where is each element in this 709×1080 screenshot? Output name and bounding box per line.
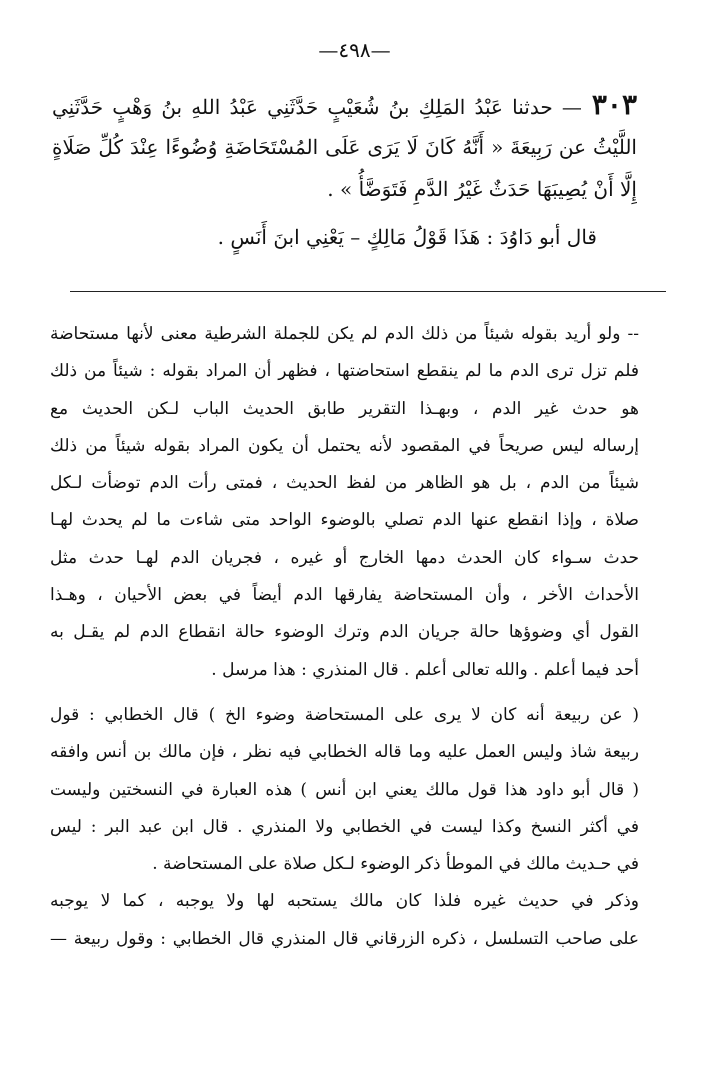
commentary-line: ربيعة شاذ وليس العمل عليه وما قاله الخطابي فيه نظر ، فإن مالك بن أنس وافقه (50, 742, 639, 763)
commentary-line: في أكثر النسخ وكذا ليست في الخطابي ولا المنذري . قال ابن عبد البر : ليس (50, 816, 639, 837)
commentary-line: في حـديث مالك في الموطأ ذكر الوضوء لـكل صلاة على المستحاضة . (152, 854, 639, 875)
commentary-line: وذكر في حديث غيره فلذا كان مالك يستحبه لها ولا يوجبه ، كما لا يوجبه (50, 891, 639, 912)
commentary-block (50, 316, 639, 958)
commentary-line: شيئاً من الدم ، بل هو الظاهر من لفظ الحديث ، فمتى رأت الدم توضأت لـكل (50, 473, 639, 494)
hadith-line-3: إِلَّا أَنْ يُصِيبَهَا حَدَثٌ غَيْرُ الدَّمِ فَتَوَضَّأُ » . (327, 177, 637, 201)
commentary-line: هو حدث غير الدم ، وبهـذا التقرير طابق الحديث الباب لـكن الحديث مع (50, 398, 639, 419)
hadith-attribution: قال أبو دَاوُدَ : هَذَا قَوْلُ مَالِكٍ – يَعْنِي ابنَ أَنَسٍ . (217, 225, 597, 249)
commentary-line: القول أي وضوؤها حالة جريان الدم وترك الوضوء حالة انقطاع الدم لم يقـل به (50, 622, 639, 643)
commentary-line: -- ولو أريد بقوله شيئاً من ذلك الدم لم يكن للجملة الشرطية معنى لأنها مستحاضة (50, 324, 639, 344)
commentary-line: ( عن ربيعة أنه كان لا يرى على المستحاضة وضوء الخ ) قال الخطابي : قول (50, 704, 639, 725)
commentary-line: إرساله ليس صريحاً في المقصود لأنه يحتمل أن يكون المراد بقوله شيئاً من ذلك (50, 435, 639, 456)
hadith-number: ٣٠٣ (591, 88, 637, 121)
commentary-line: ( قال أبو داود هذا قول مالك يعني ابن أنس ) هذه العبارة في النسختين وليست (50, 779, 639, 800)
footnote-divider (70, 291, 666, 292)
hadith-block (52, 84, 637, 258)
commentary-line: فلم تزل ترى الدم ما لم ينقطع استحاضتها ، فظهر أن المراد بقوله : شيئاً من ذلك (50, 361, 639, 382)
hadith-line-1 (52, 84, 637, 126)
hadith-text-line: — حدثنا عَبْدُ المَلِكِ بنُ شُعَيْبٍ حَدَّثَنِي عَبْدُ اللهِ بنُ وَهْبٍ حَدَّثَنِي (52, 95, 582, 119)
commentary-line: أحد فيما أعلم . والله تعالى أعلم . قال المنذري : هذا مرسل . (211, 659, 639, 680)
paragraph-gap (50, 689, 639, 697)
commentary-line: حدث سـواء كان الحدث دمها الخارج أو غيره ، فجريان الدم لهـا حدث مثل (50, 547, 639, 568)
commentary-line: على صاحب التسلسل ، ذكره الزرقاني قال المنذري قال الخطابي : وقول ربيعة — (50, 928, 639, 949)
commentary-line: الأحداث الأخر ، وأن المستحاضة يفارقها الدم أيضاً في بعض الأحيان ، وهـذا (50, 585, 639, 606)
page-number: —٤٩٨— (318, 38, 391, 62)
hadith-line-2: اللَّيْثُ عن رَبِيعَةَ « أَنَّهُ كَانَ لَا يَرَى عَلَى المُسْتَحَاضَةِ وُضُوءًا عِنْدَ كُلِّ صَلَاةٍ (52, 135, 637, 159)
commentary-line: صلاة ، وإذا انقطع عنها الدم تصلي بالوضوء الواحد متى شاءت ما لم يحدث لهـا (50, 510, 639, 531)
